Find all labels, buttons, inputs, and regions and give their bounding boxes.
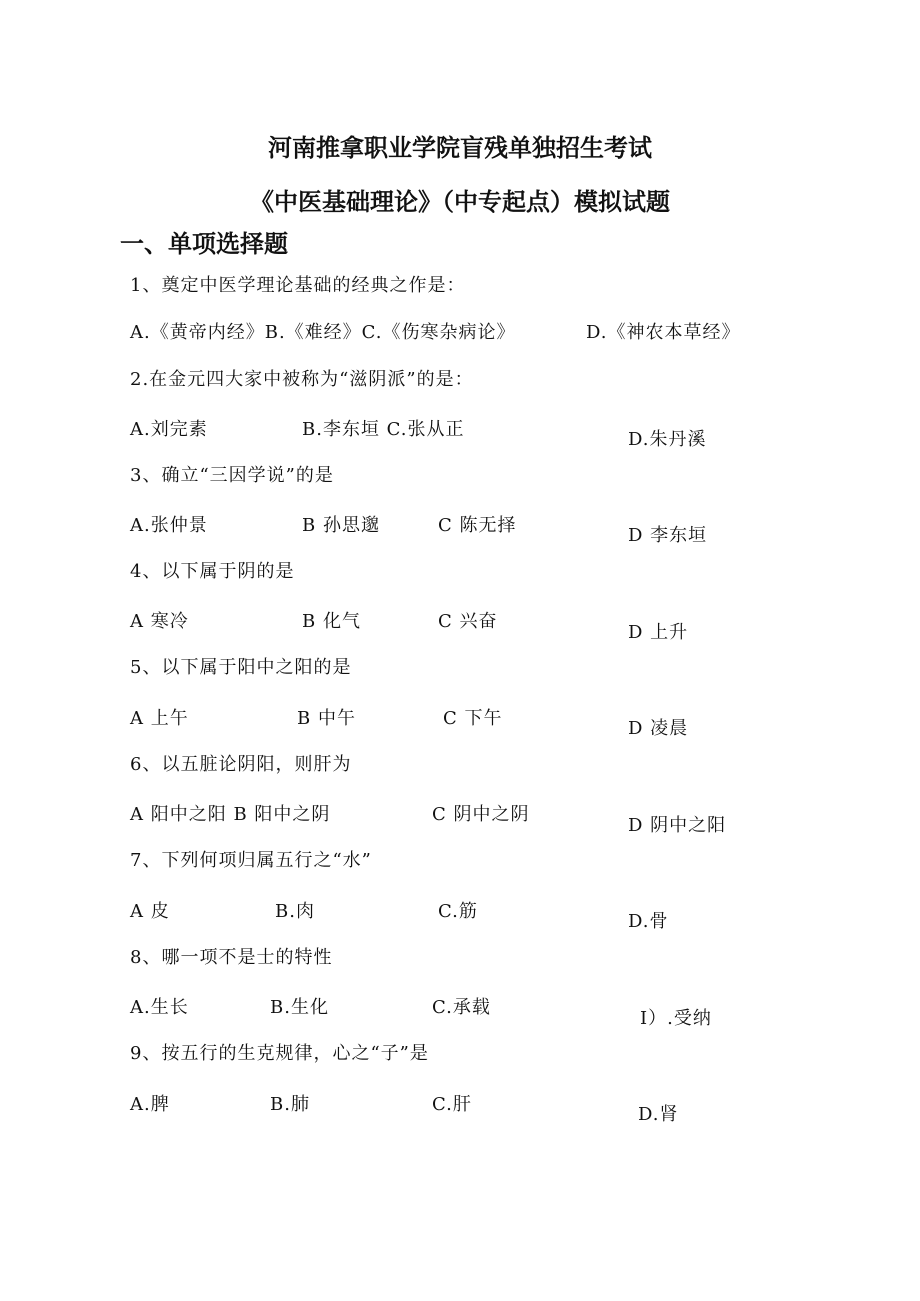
question-option: D 上升 — [628, 622, 689, 643]
question-option: B 孙思邈 — [302, 515, 380, 536]
question-option: C.肝 — [432, 1094, 472, 1115]
question-option: B 中午 — [297, 708, 356, 729]
question-option: B.李东垣 C.张从正 — [302, 419, 465, 440]
question-option: C 下午 — [443, 708, 503, 729]
question-stem: 9、按五行的生克规律，心之“子”是 — [130, 1043, 429, 1064]
exam-subtitle: 《中医基础理论》（中专起点）模拟试题 — [250, 188, 670, 216]
question-option: D.骨 — [628, 911, 669, 932]
question-option: C.筋 — [438, 901, 478, 922]
question-option: D 李东垣 — [628, 525, 708, 546]
question-stem: 2.在金元四大家中被称为“滋阴派”的是： — [130, 369, 474, 390]
question-stem: 3、确立“三因学说”的是 — [130, 465, 334, 486]
question-option: A 上午 — [130, 708, 189, 729]
question-option: D.朱丹溪 — [628, 429, 707, 450]
question-option: I）.受纳 — [640, 1008, 712, 1029]
question-option: A.张仲景 — [130, 515, 208, 536]
question-option: D 阴中之阳 — [628, 815, 727, 836]
question-option: A 阳中之阳 B 阳中之阴 — [130, 804, 331, 825]
question-option: B.肺 — [270, 1094, 310, 1115]
question-option: A.《黄帝内经》B.《难经》C.《伤寒杂病论》 — [130, 322, 516, 343]
question-option: A 皮 — [130, 901, 170, 922]
question-stem: 5、以下属于阳中之阳的是 — [130, 657, 352, 678]
question-option: D.《神农本草经》 — [586, 322, 741, 343]
question-option: D.肾 — [638, 1104, 679, 1125]
question-option: A.刘完素 — [130, 419, 208, 440]
question-option: A.脾 — [130, 1094, 170, 1115]
question-stem: 4、以下属于阴的是 — [130, 561, 295, 582]
question-option: C 兴奋 — [438, 611, 498, 632]
question-stem: 6、以五脏论阴阳，则肝为 — [130, 754, 352, 775]
question-stem: 8、哪一项不是士的特性 — [130, 947, 333, 968]
question-option: C.承载 — [432, 997, 491, 1018]
question-option: B 化气 — [302, 611, 361, 632]
question-option: D 凌晨 — [628, 718, 689, 739]
section-heading: 一、单项选择题 — [120, 230, 288, 258]
question-option: C 阴中之阴 — [432, 804, 530, 825]
question-option: B.生化 — [270, 997, 329, 1018]
question-option: C 陈无择 — [438, 515, 517, 536]
question-stem: 7、下列何项归属五行之“水” — [130, 850, 372, 871]
question-option: A 寒冷 — [130, 611, 189, 632]
question-option: A.生长 — [130, 997, 189, 1018]
exam-title: 河南推拿职业学院盲残单独招生考试 — [268, 134, 652, 162]
question-stem: 1、奠定中医学理论基础的经典之作是： — [130, 275, 466, 296]
question-option: B.肉 — [275, 901, 315, 922]
